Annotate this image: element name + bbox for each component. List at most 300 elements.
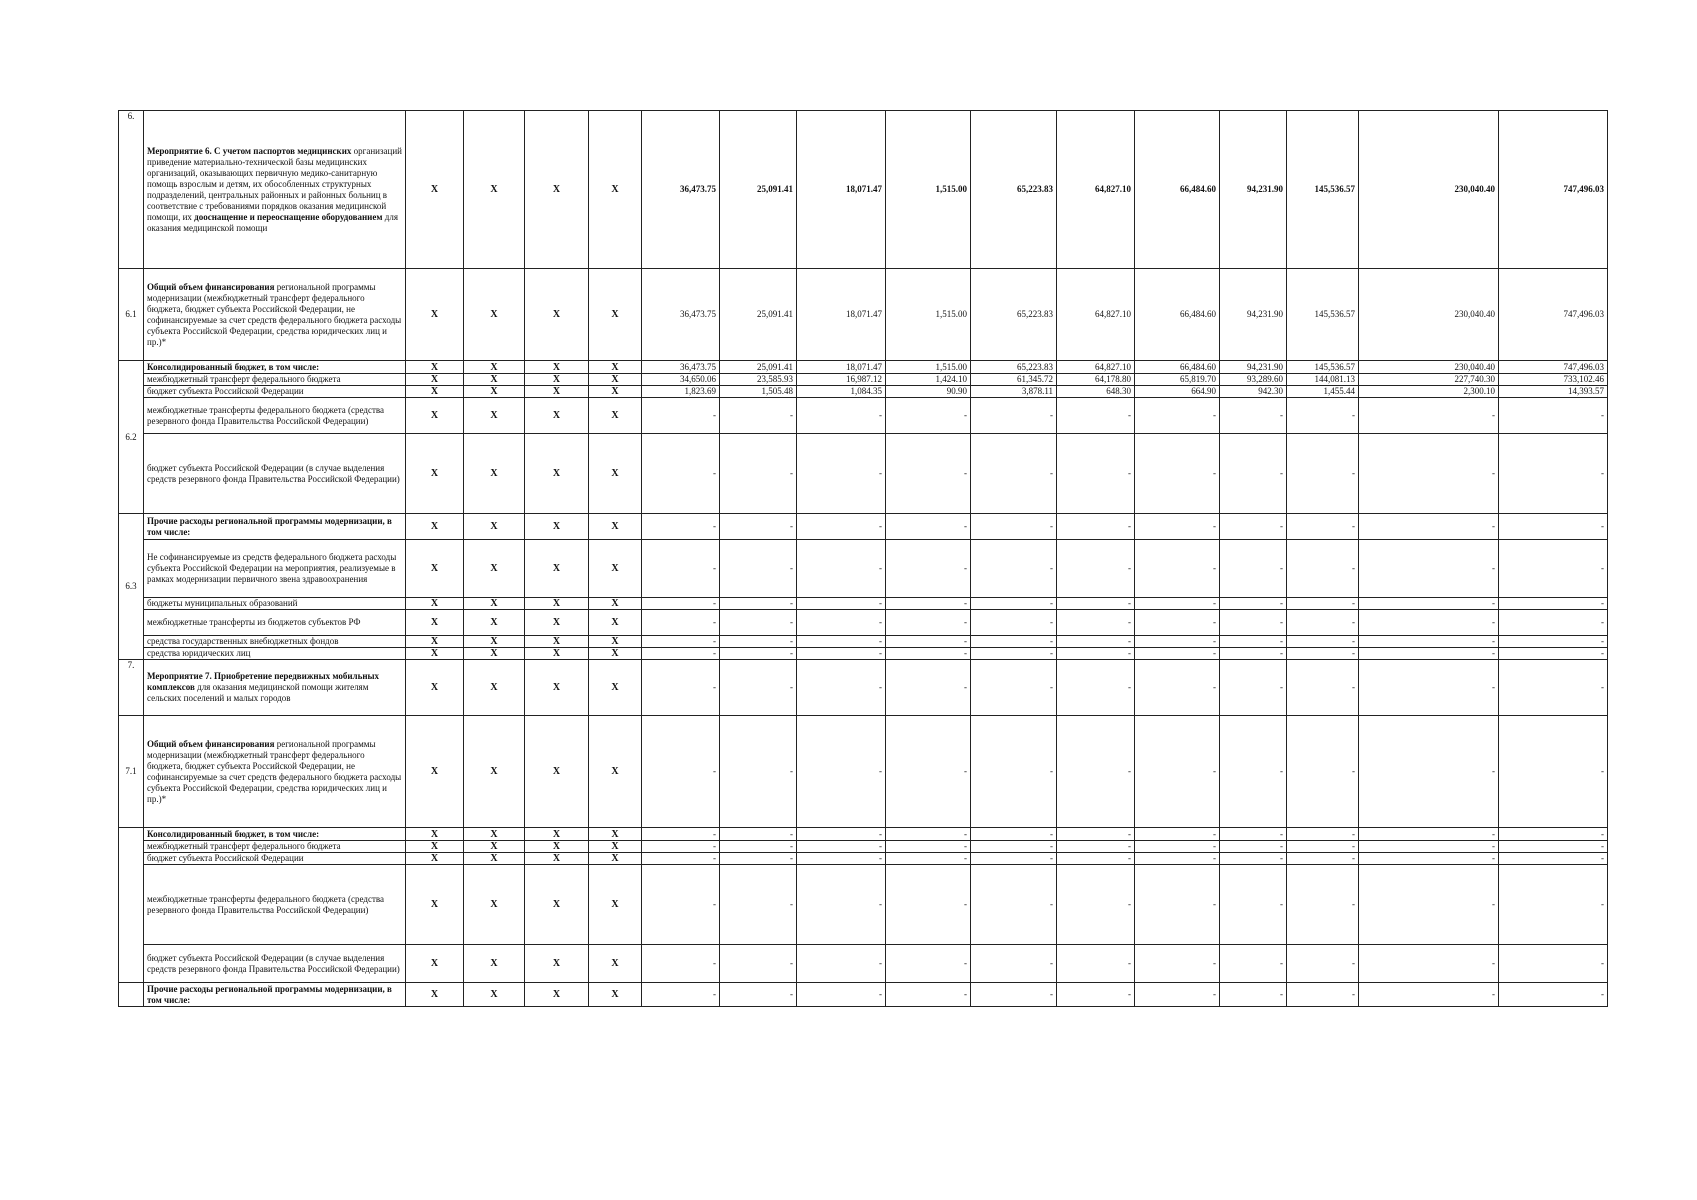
x-marker-cell: X — [464, 598, 525, 610]
x-marker-cell: X — [464, 945, 525, 983]
row-description — [144, 540, 406, 598]
value-cell: - — [1057, 610, 1135, 636]
value-cell: - — [1287, 540, 1359, 598]
value-cell: - — [886, 648, 971, 660]
value-cell: - — [797, 610, 886, 636]
x-marker-cell: X — [406, 865, 464, 945]
description-text: средства юридических лиц — [147, 648, 251, 658]
value-cell: - — [886, 716, 971, 828]
description-text: региональной программы модернизации (межбюджетный трансферт федерального бюджета, бюджет субъекта Российской Федерации, не софинансируемые за счет средств федерального бюджета расходы субъекта Российской Федерации, средства юридических лиц и пр.)* — [147, 281, 402, 347]
value-cell: - — [1287, 853, 1359, 865]
x-marker-cell: X — [464, 660, 525, 716]
value-cell: - — [1220, 828, 1287, 841]
description-bold: Прочие расходы региональной программы модернизации, в том числе: — [147, 983, 392, 1005]
value-cell: - — [1220, 716, 1287, 828]
x-marker-cell: X — [589, 434, 642, 514]
value-cell: - — [720, 983, 797, 1007]
table-row — [119, 853, 1608, 865]
value-cell: - — [642, 853, 720, 865]
table-row — [119, 865, 1608, 945]
value-cell: - — [720, 841, 797, 853]
x-marker-cell: X — [406, 269, 464, 361]
table-row — [119, 386, 1608, 398]
value-cell: - — [971, 865, 1057, 945]
value-cell: 61,345.72 — [971, 374, 1057, 386]
value-cell: - — [1135, 598, 1220, 610]
value-cell: - — [1499, 865, 1608, 945]
x-marker-cell: X — [525, 945, 589, 983]
x-marker-cell: X — [464, 398, 525, 434]
value-cell: - — [886, 828, 971, 841]
table-row — [119, 514, 1608, 540]
value-cell: - — [886, 660, 971, 716]
x-marker-cell: X — [589, 598, 642, 610]
value-cell: - — [886, 983, 971, 1007]
x-marker-cell: X — [525, 865, 589, 945]
value-cell: - — [720, 648, 797, 660]
value-cell: - — [797, 660, 886, 716]
value-cell: - — [1057, 434, 1135, 514]
value-cell: - — [1359, 514, 1499, 540]
value-cell: - — [1499, 636, 1608, 648]
x-marker-cell: X — [406, 540, 464, 598]
x-marker-cell: X — [525, 610, 589, 636]
x-marker-cell: X — [525, 983, 589, 1007]
value-cell: - — [1220, 841, 1287, 853]
x-marker-cell: X — [464, 828, 525, 841]
table-row — [119, 716, 1608, 828]
x-marker-cell: X — [525, 514, 589, 540]
value-cell: 1,084.35 — [797, 386, 886, 398]
value-cell: - — [1220, 983, 1287, 1007]
x-marker-cell: X — [464, 386, 525, 398]
value-cell: - — [1499, 540, 1608, 598]
value-cell: - — [1057, 716, 1135, 828]
value-cell: 1,823.69 — [642, 386, 720, 398]
value-cell: - — [971, 540, 1057, 598]
x-marker-cell: X — [525, 636, 589, 648]
x-marker-cell: X — [406, 983, 464, 1007]
value-cell: - — [1135, 660, 1220, 716]
value-cell: - — [1057, 540, 1135, 598]
x-marker-cell: X — [525, 374, 589, 386]
x-marker-cell: X — [589, 269, 642, 361]
x-marker-cell: X — [406, 598, 464, 610]
value-cell: - — [720, 660, 797, 716]
value-cell: - — [971, 660, 1057, 716]
value-cell: - — [797, 514, 886, 540]
value-cell: 1,515.00 — [886, 269, 971, 361]
value-cell: - — [642, 865, 720, 945]
row-description — [144, 716, 406, 828]
x-marker-cell: X — [589, 853, 642, 865]
value-cell: - — [642, 514, 720, 540]
x-marker-cell: X — [464, 610, 525, 636]
value-cell: - — [1057, 841, 1135, 853]
value-cell: - — [1135, 610, 1220, 636]
table-row — [119, 374, 1608, 386]
value-cell: - — [642, 841, 720, 853]
table-row — [119, 828, 1608, 841]
description-text: бюджет субъекта Российской Федерации (в случае выделения средств резервного фонда Правительства Российской Федерации) — [147, 952, 400, 974]
row-number: 6. — [119, 111, 144, 269]
description-bold: Мероприятие 6. С учетом паспортов медицинских — [147, 145, 352, 156]
row-description — [144, 841, 406, 853]
value-cell: - — [1499, 398, 1608, 434]
value-cell: - — [720, 828, 797, 841]
value-cell: - — [1287, 865, 1359, 945]
value-cell: 145,536.57 — [1287, 111, 1359, 269]
x-marker-cell: X — [589, 865, 642, 945]
table-row — [119, 660, 1608, 716]
value-cell: - — [1359, 648, 1499, 660]
value-cell: - — [1220, 853, 1287, 865]
value-cell: 942.30 — [1220, 386, 1287, 398]
value-cell: 145,536.57 — [1287, 361, 1359, 374]
value-cell: - — [642, 434, 720, 514]
x-marker-cell: X — [464, 853, 525, 865]
value-cell: 34,650.06 — [642, 374, 720, 386]
document-sheet — [118, 110, 1608, 1007]
x-marker-cell: X — [525, 853, 589, 865]
financing-table — [118, 110, 1608, 1007]
x-marker-cell: X — [464, 983, 525, 1007]
x-marker-cell: X — [406, 374, 464, 386]
value-cell: - — [642, 828, 720, 841]
x-marker-cell: X — [464, 434, 525, 514]
x-marker-cell: X — [589, 983, 642, 1007]
x-marker-cell: X — [406, 660, 464, 716]
row-description — [144, 598, 406, 610]
description-bold: Прочие расходы региональной программы модернизации, в том числе: — [147, 515, 392, 537]
description-text: бюджет субъекта Российской Федерации — [147, 386, 304, 396]
x-marker-cell: X — [525, 386, 589, 398]
value-cell: - — [971, 398, 1057, 434]
value-cell: - — [1057, 636, 1135, 648]
value-cell: - — [1287, 660, 1359, 716]
row-number: 6.2 — [119, 361, 144, 514]
x-marker-cell: X — [464, 636, 525, 648]
value-cell: 64,827.10 — [1057, 111, 1135, 269]
value-cell: 145,536.57 — [1287, 269, 1359, 361]
value-cell: - — [1135, 434, 1220, 514]
value-cell: 64,827.10 — [1057, 361, 1135, 374]
value-cell: - — [971, 648, 1057, 660]
value-cell: - — [1359, 983, 1499, 1007]
value-cell: - — [1220, 865, 1287, 945]
value-cell: - — [886, 398, 971, 434]
value-cell: - — [1220, 660, 1287, 716]
row-description — [144, 374, 406, 386]
value-cell: - — [1135, 716, 1220, 828]
row-description — [144, 398, 406, 434]
value-cell: - — [886, 598, 971, 610]
description-text: межбюджетные трансферты из бюджетов субъектов РФ — [147, 617, 361, 627]
value-cell: - — [1057, 660, 1135, 716]
value-cell: - — [1359, 598, 1499, 610]
value-cell: 664.90 — [1135, 386, 1220, 398]
x-marker-cell: X — [406, 361, 464, 374]
x-marker-cell: X — [589, 610, 642, 636]
x-marker-cell: X — [589, 945, 642, 983]
value-cell: - — [1220, 540, 1287, 598]
value-cell: 747,496.03 — [1499, 269, 1608, 361]
value-cell: - — [1220, 636, 1287, 648]
value-cell: - — [1135, 648, 1220, 660]
value-cell: - — [720, 598, 797, 610]
row-description — [144, 865, 406, 945]
value-cell: - — [1359, 636, 1499, 648]
value-cell: - — [1287, 648, 1359, 660]
table-row — [119, 269, 1608, 361]
value-cell: 90.90 — [886, 386, 971, 398]
value-cell: 1,505.48 — [720, 386, 797, 398]
x-marker-cell: X — [525, 841, 589, 853]
x-marker-cell: X — [406, 398, 464, 434]
value-cell: - — [720, 945, 797, 983]
value-cell: - — [1220, 398, 1287, 434]
value-cell: - — [886, 540, 971, 598]
value-cell: - — [971, 828, 1057, 841]
value-cell: - — [971, 716, 1057, 828]
value-cell: - — [797, 598, 886, 610]
value-cell: 2,300.10 — [1359, 386, 1499, 398]
x-marker-cell: X — [589, 828, 642, 841]
table-row — [119, 945, 1608, 983]
value-cell: 25,091.41 — [720, 269, 797, 361]
value-cell: - — [1499, 716, 1608, 828]
value-cell: - — [1359, 828, 1499, 841]
value-cell: - — [886, 434, 971, 514]
value-cell: 65,223.83 — [971, 269, 1057, 361]
description-bold: дооснащение и переоснащение оборудованием — [194, 211, 383, 222]
value-cell: 93,289.60 — [1220, 374, 1287, 386]
row-description — [144, 983, 406, 1007]
value-cell: 1,515.00 — [886, 111, 971, 269]
description-text: Не софинансируемые из средств федерального бюджета расходы субъекта Российской Федерации на мероприятия, реализуемые в рамках модернизации первичного звена здравоохранения — [147, 552, 397, 584]
row-number: 6.3 — [119, 514, 144, 660]
value-cell: - — [1499, 598, 1608, 610]
value-cell: - — [720, 398, 797, 434]
table-row — [119, 540, 1608, 598]
row-description — [144, 853, 406, 865]
row-number: 7.1 — [119, 716, 144, 828]
table-row — [119, 434, 1608, 514]
value-cell: 64,178.80 — [1057, 374, 1135, 386]
value-cell: 733,102.46 — [1499, 374, 1608, 386]
value-cell: 230,040.40 — [1359, 111, 1499, 269]
value-cell: - — [886, 636, 971, 648]
value-cell: - — [1499, 514, 1608, 540]
value-cell: - — [1287, 828, 1359, 841]
value-cell: - — [1359, 841, 1499, 853]
value-cell: - — [1135, 540, 1220, 598]
value-cell: - — [642, 716, 720, 828]
x-marker-cell: X — [406, 434, 464, 514]
value-cell: 144,081.13 — [1287, 374, 1359, 386]
value-cell: 1,515.00 — [886, 361, 971, 374]
value-cell: - — [1499, 610, 1608, 636]
value-cell: - — [971, 945, 1057, 983]
value-cell: - — [1057, 598, 1135, 610]
value-cell: - — [1287, 398, 1359, 434]
value-cell: - — [642, 983, 720, 1007]
x-marker-cell: X — [406, 945, 464, 983]
value-cell: - — [1359, 660, 1499, 716]
value-cell: - — [1057, 983, 1135, 1007]
table-row — [119, 636, 1608, 648]
value-cell: 230,040.40 — [1359, 269, 1499, 361]
x-marker-cell: X — [464, 514, 525, 540]
value-cell: - — [1135, 636, 1220, 648]
description-text: для оказания медицинской помощи — [147, 211, 398, 233]
x-marker-cell: X — [589, 111, 642, 269]
description-text: межбюджетные трансферты федерального бюджета (средства резервного фонда Правительства Российской Федерации) — [147, 893, 385, 915]
table-row — [119, 111, 1608, 269]
value-cell: - — [1499, 434, 1608, 514]
value-cell: 14,393.57 — [1499, 386, 1608, 398]
x-marker-cell: X — [406, 716, 464, 828]
value-cell: - — [720, 865, 797, 945]
value-cell: - — [1499, 841, 1608, 853]
value-cell: 648.30 — [1057, 386, 1135, 398]
value-cell: - — [886, 865, 971, 945]
value-cell: - — [1287, 514, 1359, 540]
value-cell: - — [1287, 598, 1359, 610]
value-cell: 94,231.90 — [1220, 361, 1287, 374]
x-marker-cell: X — [406, 636, 464, 648]
table-row — [119, 361, 1608, 374]
value-cell: 25,091.41 — [720, 361, 797, 374]
table-row — [119, 610, 1608, 636]
x-marker-cell: X — [525, 598, 589, 610]
x-marker-cell: X — [525, 660, 589, 716]
value-cell: 18,071.47 — [797, 269, 886, 361]
value-cell: - — [642, 660, 720, 716]
row-description — [144, 361, 406, 374]
value-cell: - — [1499, 648, 1608, 660]
description-text: бюджеты муниципальных образований — [147, 598, 298, 608]
row-description — [144, 636, 406, 648]
value-cell: - — [797, 648, 886, 660]
value-cell: - — [971, 514, 1057, 540]
description-text: межбюджетный трансферт федерального бюджета — [147, 374, 341, 384]
row-description — [144, 269, 406, 361]
value-cell: 18,071.47 — [797, 361, 886, 374]
value-cell: 94,231.90 — [1220, 269, 1287, 361]
value-cell: 1,424.10 — [886, 374, 971, 386]
row-description — [144, 434, 406, 514]
value-cell: - — [1135, 865, 1220, 945]
row-number: 6.1 — [119, 269, 144, 361]
value-cell: - — [886, 610, 971, 636]
value-cell: - — [1359, 945, 1499, 983]
description-text: межбюджетный трансферт федерального бюджета — [147, 841, 341, 851]
description-text: бюджет субъекта Российской Федерации (в случае выделения средств резервного фонда Правительства Российской Федерации) — [147, 462, 400, 484]
value-cell: - — [1135, 945, 1220, 983]
value-cell: - — [971, 841, 1057, 853]
x-marker-cell: X — [464, 648, 525, 660]
value-cell: - — [971, 853, 1057, 865]
value-cell: - — [1359, 540, 1499, 598]
value-cell: - — [797, 841, 886, 853]
value-cell: 65,223.83 — [971, 361, 1057, 374]
x-marker-cell: X — [589, 398, 642, 434]
value-cell: 16,987.12 — [797, 374, 886, 386]
x-marker-cell: X — [464, 111, 525, 269]
description-text: межбюджетные трансферты федерального бюджета (средства резервного фонда Правительства Российской Федерации) — [147, 404, 385, 426]
x-marker-cell: X — [525, 648, 589, 660]
value-cell: - — [1220, 610, 1287, 636]
x-marker-cell: X — [406, 386, 464, 398]
description-text: бюджет субъекта Российской Федерации — [147, 853, 304, 863]
value-cell: - — [797, 945, 886, 983]
table-row — [119, 841, 1608, 853]
value-cell: - — [720, 434, 797, 514]
x-marker-cell: X — [406, 648, 464, 660]
value-cell: - — [1287, 434, 1359, 514]
value-cell: 66,484.60 — [1135, 269, 1220, 361]
value-cell: - — [971, 598, 1057, 610]
value-cell: - — [642, 636, 720, 648]
x-marker-cell: X — [525, 540, 589, 598]
description-bold: Общий объем финансирования — [147, 281, 275, 292]
x-marker-cell: X — [589, 514, 642, 540]
value-cell: - — [971, 610, 1057, 636]
row-description — [144, 514, 406, 540]
x-marker-cell: X — [589, 648, 642, 660]
value-cell: - — [720, 636, 797, 648]
value-cell: - — [1287, 610, 1359, 636]
x-marker-cell: X — [464, 361, 525, 374]
value-cell: - — [797, 398, 886, 434]
value-cell: - — [797, 983, 886, 1007]
row-description — [144, 386, 406, 398]
value-cell: 747,496.03 — [1499, 361, 1608, 374]
value-cell: - — [1135, 983, 1220, 1007]
value-cell: - — [1499, 945, 1608, 983]
x-marker-cell: X — [589, 841, 642, 853]
row-description — [144, 111, 406, 269]
value-cell: 23,585.93 — [720, 374, 797, 386]
value-cell: - — [720, 514, 797, 540]
value-cell: 64,827.10 — [1057, 269, 1135, 361]
value-cell: - — [886, 853, 971, 865]
value-cell: - — [1359, 865, 1499, 945]
row-description — [144, 660, 406, 716]
x-marker-cell: X — [464, 374, 525, 386]
table-row — [119, 648, 1608, 660]
x-marker-cell: X — [589, 386, 642, 398]
value-cell: - — [720, 610, 797, 636]
value-cell: - — [642, 648, 720, 660]
value-cell: - — [1057, 945, 1135, 983]
value-cell: - — [1220, 514, 1287, 540]
value-cell: - — [1220, 945, 1287, 983]
description-text: региональной программы модернизации (межбюджетный трансферт федерального бюджета, бюджет субъекта Российской Федерации, не софинансируемые за счет средств федерального бюджета расходы субъекта Российской Федерации, средства юридических лиц и пр.)* — [147, 738, 402, 804]
value-cell: 94,231.90 — [1220, 111, 1287, 269]
value-cell: - — [1057, 853, 1135, 865]
value-cell: 65,223.83 — [971, 111, 1057, 269]
x-marker-cell: X — [525, 361, 589, 374]
description-text: для оказания медицинской помощи жителям сельских поселений и малых городов — [147, 682, 369, 703]
value-cell: - — [1499, 983, 1608, 1007]
value-cell: - — [1057, 865, 1135, 945]
x-marker-cell: X — [406, 111, 464, 269]
value-cell: 230,040.40 — [1359, 361, 1499, 374]
value-cell: 18,071.47 — [797, 111, 886, 269]
value-cell: - — [1359, 610, 1499, 636]
